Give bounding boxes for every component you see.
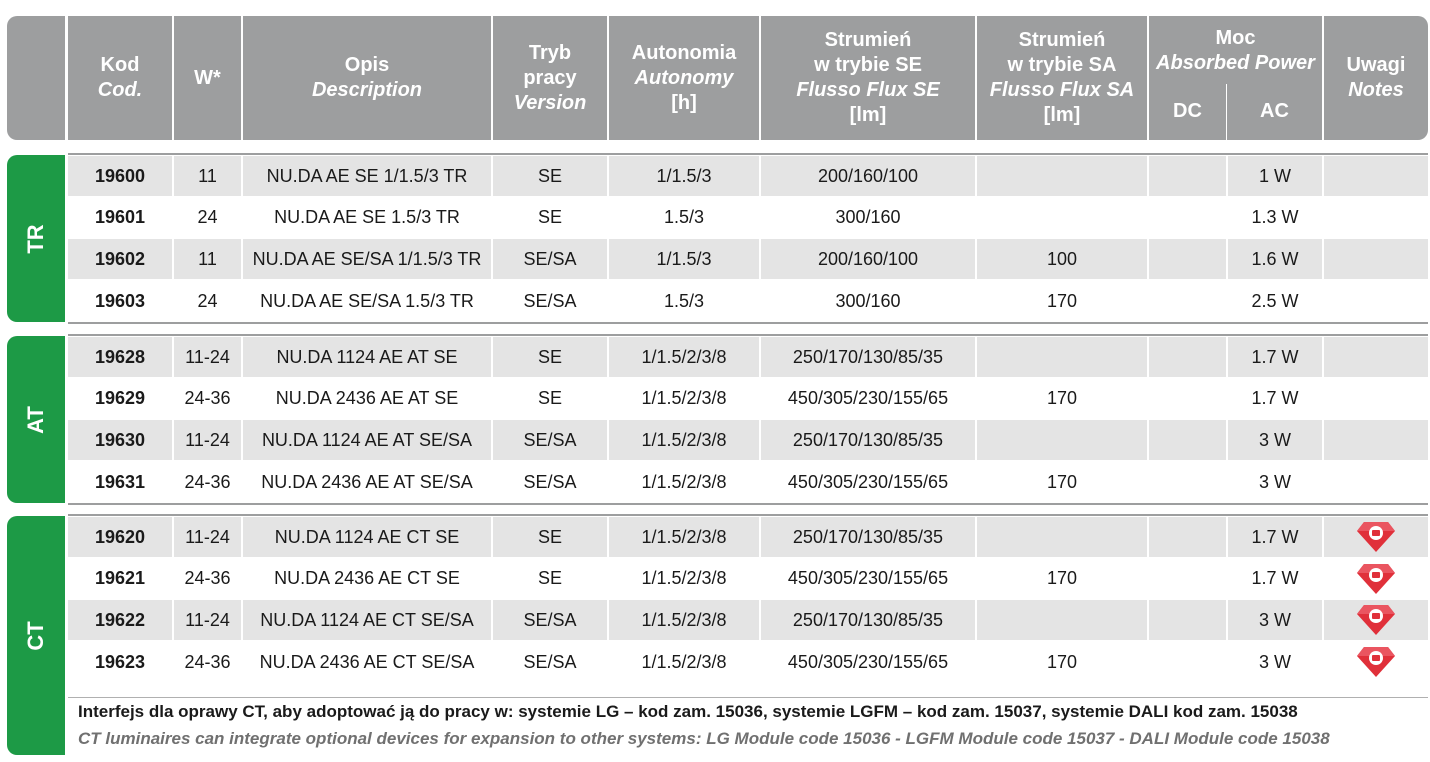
header-autonomy-en: Autonomy [634, 66, 734, 89]
header-flux-se-1: Strumień [824, 29, 912, 51]
cell-power-dc [1149, 600, 1226, 640]
cell-code: 19628 [68, 337, 172, 377]
cell-autonomy: 1/1.5/3 [609, 239, 759, 279]
cell-mode: SE [537, 568, 562, 589]
cell-power-ac: 1.7 W [1228, 337, 1322, 377]
cell-notes [1324, 559, 1428, 599]
cell-flux-sa [977, 517, 1147, 557]
header-mode-pl1: Tryb [528, 41, 572, 64]
cell-flux-se: 250/170/130/85/35 [761, 337, 975, 377]
cell-code: 19631 [94, 471, 146, 492]
ct-module-badge-icon [1356, 645, 1396, 679]
header-desc-pl: Opis [344, 54, 390, 76]
cell-flux-sa: 100 [977, 239, 1147, 279]
cell-flux-se: 200/160/100 [761, 156, 975, 196]
cell-flux-sa [977, 337, 1147, 377]
cell-code: 19629 [94, 388, 146, 409]
cell-notes [1324, 337, 1428, 377]
cell-wattage: 11-24 [174, 600, 241, 640]
cell-flux-sa [977, 600, 1147, 640]
cell-power-ac: 1.3 W [1251, 207, 1299, 228]
cell-power-ac: 1.7 W [1251, 388, 1299, 409]
cell-flux-sa [977, 156, 1147, 196]
header-flux-se-2: w trybie SE [814, 54, 922, 76]
cell-power-ac: 3 W [1228, 600, 1322, 640]
cell-description: NU.DA AE SE 1.5/3 TR [274, 207, 460, 228]
header-mode-pl2: pracy [523, 66, 577, 89]
cell-flux-se: 300/160 [835, 290, 901, 311]
cell-notes [1324, 379, 1428, 419]
cell-wattage: 11-24 [174, 337, 241, 377]
cell-notes [1324, 156, 1428, 196]
cell-power-dc [1149, 420, 1226, 460]
cell-code: 19620 [68, 517, 172, 557]
header-flux-se-en: Flusso Flux SE [796, 79, 940, 101]
table-row [68, 517, 1428, 557]
cell-autonomy: 1.5/3 [663, 290, 705, 311]
cell-description: NU.DA AE SE/SA 1.5/3 TR [260, 290, 474, 311]
cell-power-dc [1149, 198, 1226, 238]
cell-power-ac: 3 W [1228, 420, 1322, 460]
cell-power-ac: 3 W [1258, 651, 1291, 672]
cell-description: NU.DA 1124 AE AT SE/SA [243, 420, 491, 460]
cell-flux-se: 450/305/230/155/65 [787, 388, 949, 409]
cell-mode: SE [493, 156, 607, 196]
cell-code: 19601 [94, 207, 146, 228]
table-row [68, 462, 1428, 502]
cell-wattage: 11 [174, 239, 241, 279]
cell-description: NU.DA 2436 AE CT SE [274, 568, 460, 589]
cell-flux-se: 250/170/130/85/35 [761, 420, 975, 460]
cell-code: 19630 [68, 420, 172, 460]
header-flux-sa-unit: [lm] [1043, 104, 1081, 126]
ct-module-badge-icon [1356, 520, 1396, 554]
ct-module-badge-icon [1356, 562, 1396, 596]
cell-description: NU.DA 1124 AE AT SE [243, 337, 491, 377]
table-row [68, 559, 1428, 599]
cell-power-ac: 1.7 W [1251, 568, 1299, 589]
header-corner [7, 16, 65, 140]
cell-power-dc [1149, 642, 1226, 682]
group-separator [68, 322, 1428, 324]
group-separator [68, 153, 1428, 155]
header-flux-sa-en: Flusso Flux SA [989, 79, 1135, 101]
cell-autonomy: 1.5/3 [663, 207, 705, 228]
cell-mode: SE/SA [493, 239, 607, 279]
cell-autonomy: 1/1.5/2/3/8 [609, 337, 759, 377]
header-power-pl: Moc [1215, 27, 1256, 49]
table-row [68, 379, 1428, 419]
cell-code: 19622 [68, 600, 172, 640]
cell-power-ac: 1.7 W [1228, 517, 1322, 557]
table-row [68, 239, 1428, 279]
cell-flux-se: 450/305/230/155/65 [787, 568, 949, 589]
cell-power-dc [1149, 239, 1226, 279]
table-row [68, 281, 1428, 321]
header-w [174, 16, 241, 140]
cell-wattage: 24-36 [184, 651, 231, 672]
header-flux-se [761, 16, 975, 140]
cell-notes [1324, 281, 1428, 321]
group-separator [68, 503, 1428, 505]
cell-autonomy: 1/1.5/2/3/8 [609, 420, 759, 460]
header-code [68, 16, 172, 140]
cell-autonomy: 1/1.5/2/3/8 [641, 471, 727, 492]
cell-power-dc [1149, 517, 1226, 557]
cell-description: NU.DA 2436 AE AT SE [275, 388, 459, 409]
header-desc-en: Description [311, 79, 423, 101]
header-autonomy-pl: Autonomia [631, 41, 737, 64]
table-row [68, 337, 1428, 377]
cell-autonomy: 1/1.5/2/3/8 [641, 651, 727, 672]
cell-autonomy: 1/1.5/2/3/8 [609, 517, 759, 557]
cell-power-dc [1149, 281, 1226, 321]
table-row [68, 600, 1428, 640]
cell-code: 19600 [68, 156, 172, 196]
header-flux-se-unit: [lm] [849, 104, 887, 126]
cell-description: NU.DA AE SE/SA 1/1.5/3 TR [243, 239, 491, 279]
header-flux-sa-1: Strumień [1018, 29, 1106, 51]
cell-code: 19602 [68, 239, 172, 279]
cell-description: NU.DA 2436 AE AT SE/SA [261, 471, 473, 492]
header-code-pl: Kod [100, 54, 140, 76]
header-notes [1324, 16, 1428, 140]
cell-mode: SE [493, 337, 607, 377]
cell-power-ac: 3 W [1258, 471, 1291, 492]
footnote-en: CT luminaires can integrate optional devices for expansion to other systems: LG Module code 15036 - LGFM Module code 15037 - DALI Module code 15038 [78, 729, 1330, 748]
header-power-en: Absorbed Power [1156, 52, 1315, 74]
cell-autonomy: 1/1.5/2/3/8 [609, 600, 759, 640]
cell-code: 19621 [94, 568, 146, 589]
cell-power-dc [1149, 462, 1226, 502]
cell-wattage: 24-36 [184, 471, 231, 492]
cell-wattage: 24-36 [184, 568, 231, 589]
cell-notes [1324, 420, 1428, 460]
footnote-divider [68, 697, 1428, 698]
cell-mode: SE/SA [493, 600, 607, 640]
group-separator [68, 514, 1428, 516]
cell-wattage: 11-24 [174, 517, 241, 557]
header-autonomy [609, 16, 759, 140]
table-row [68, 642, 1428, 682]
cell-code: 19603 [94, 290, 146, 311]
header-ac: AC [1260, 100, 1289, 122]
cell-power-dc [1149, 379, 1226, 419]
group-label-ct: CT [23, 620, 48, 651]
group-tab-at [7, 336, 65, 503]
header-notes-en: Notes [1348, 79, 1404, 101]
cell-flux-sa: 170 [1046, 471, 1078, 492]
group-tab-ct [7, 516, 65, 755]
table-row [68, 156, 1428, 196]
cell-flux-sa: 170 [1046, 388, 1078, 409]
cell-flux-se: 250/170/130/85/35 [761, 517, 975, 557]
ct-module-badge-icon [1356, 603, 1396, 637]
cell-autonomy: 1/1.5/2/3/8 [641, 568, 727, 589]
group-tab-tr [7, 155, 65, 322]
cell-mode: SE [537, 388, 562, 409]
cell-wattage: 11 [174, 156, 241, 196]
footnote-pl: Interfejs dla oprawy CT, aby adoptować ją do pracy w: systemie LG – kod zam. 15036, systemie LGFM – kod zam. 15037, systemie DALI kod zam. 15038 [78, 702, 1298, 721]
cell-notes [1324, 462, 1428, 502]
cell-power-ac: 2.5 W [1251, 290, 1299, 311]
header-mode [493, 16, 607, 140]
cell-notes [1324, 642, 1428, 682]
cell-wattage: 24 [197, 207, 218, 228]
cell-mode: SE/SA [523, 290, 577, 311]
cell-flux-sa: 170 [1046, 651, 1078, 672]
header-desc [243, 16, 491, 140]
cell-power-ac: 1 W [1228, 156, 1322, 196]
cell-description: NU.DA 2436 AE CT SE/SA [259, 651, 475, 672]
group-separator [68, 334, 1428, 336]
group-label-at: AT [23, 405, 48, 434]
cell-wattage: 24-36 [184, 388, 231, 409]
cell-notes [1324, 198, 1428, 238]
group-label-tr: TR [23, 223, 48, 254]
cell-flux-sa [977, 420, 1147, 460]
cell-flux-sa [977, 198, 1147, 238]
cell-description: NU.DA 1124 AE CT SE [243, 517, 491, 557]
cell-notes [1324, 600, 1428, 640]
cell-description: NU.DA AE SE 1/1.5/3 TR [243, 156, 491, 196]
header-w-label: W* [194, 66, 221, 89]
cell-power-ac: 1.6 W [1228, 239, 1322, 279]
header-flux-sa [977, 16, 1147, 140]
table-row [68, 198, 1428, 238]
cell-flux-se: 200/160/100 [761, 239, 975, 279]
cell-power-dc [1149, 559, 1226, 599]
cell-code: 19623 [94, 651, 146, 672]
cell-flux-se: 300/160 [835, 207, 901, 228]
table-row [68, 420, 1428, 460]
cell-power-dc [1149, 156, 1226, 196]
cell-flux-sa: 170 [1046, 568, 1078, 589]
header-code-en: Cod. [97, 79, 143, 101]
cell-mode: SE [493, 517, 607, 557]
cell-autonomy: 1/1.5/3 [609, 156, 759, 196]
cell-autonomy: 1/1.5/2/3/8 [641, 388, 727, 409]
cell-power-dc [1149, 337, 1226, 377]
cell-mode: SE/SA [523, 471, 577, 492]
header-notes-pl: Uwagi [1346, 54, 1406, 76]
header-flux-sa-2: w trybie SA [1007, 54, 1117, 76]
cell-flux-se: 450/305/230/155/65 [787, 471, 949, 492]
header-autonomy-unit: [h] [671, 91, 697, 114]
cell-description: NU.DA 1124 AE CT SE/SA [243, 600, 491, 640]
cell-mode: SE/SA [493, 420, 607, 460]
cell-flux-se: 250/170/130/85/35 [761, 600, 975, 640]
cell-notes [1324, 517, 1428, 557]
cell-mode: SE/SA [523, 651, 577, 672]
header-mode-en: Version [513, 91, 587, 114]
header-dc: DC [1173, 100, 1202, 122]
cell-mode: SE [537, 207, 562, 228]
cell-flux-se: 450/305/230/155/65 [787, 651, 949, 672]
cell-wattage: 24 [197, 290, 218, 311]
cell-wattage: 11-24 [174, 420, 241, 460]
cell-flux-sa: 170 [1046, 290, 1078, 311]
cell-notes [1324, 239, 1428, 279]
